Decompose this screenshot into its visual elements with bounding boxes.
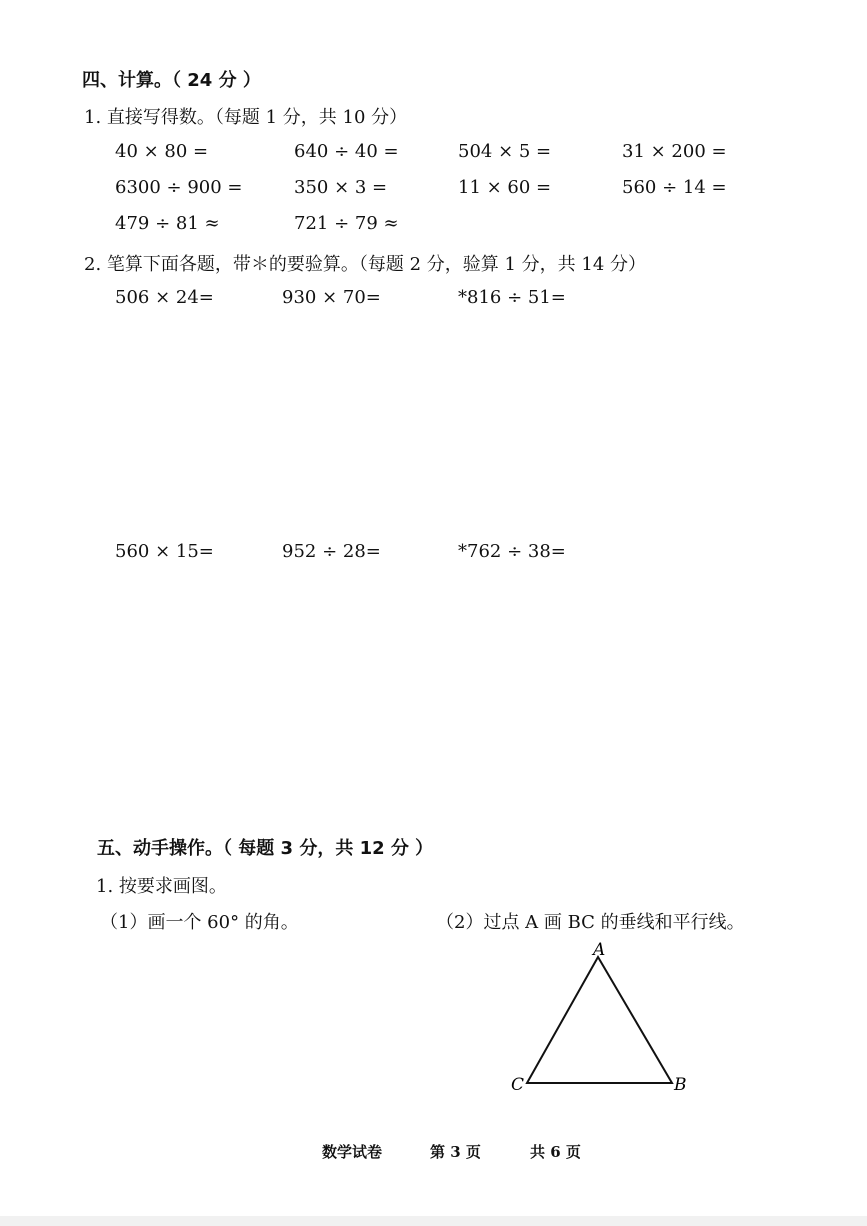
vertex-label-c: C (511, 1075, 525, 1095)
triangle-figure (500, 935, 700, 1100)
written-expression: 930 × 70= (282, 287, 381, 308)
oral-expression: 11 × 60 = (458, 177, 552, 198)
question-prompt: 1. 按要求画图。 (96, 876, 227, 897)
vertex-label-a: A (593, 940, 606, 960)
footer-subject: 数学试卷 (322, 1143, 383, 1161)
written-expression: 560 × 15= (115, 541, 214, 562)
oral-expression: 721 ÷ 79 ≈ (294, 213, 399, 234)
written-expression: *762 ÷ 38= (458, 541, 566, 562)
footer-total-pages: 共 6 页 (530, 1143, 581, 1161)
section-title: 五、动手操作。（ 每题 3 分，共 12 分 ） (97, 838, 434, 859)
oral-expression: 31 × 200 = (622, 141, 727, 162)
written-expression: 506 × 24= (115, 287, 214, 308)
oral-expression: 640 ÷ 40 = (294, 141, 399, 162)
oral-expression: 504 × 5 = (458, 141, 552, 162)
oral-expression: 479 ÷ 81 ≈ (115, 213, 220, 234)
sub-question: （1）画一个 60° 的角。 (100, 912, 299, 933)
question-prompt: 2. 笔算下面各题，带＊的要验算。（每题 2 分，验算 1 分，共 14 分） (84, 254, 647, 275)
written-expression: 952 ÷ 28= (282, 541, 381, 562)
written-expression: *816 ÷ 51= (458, 287, 566, 308)
footer-page-number: 第 3 页 (430, 1143, 481, 1161)
section-title: 四、计算。（ 24 分 ） (82, 70, 261, 91)
triangle-abc (527, 957, 672, 1083)
oral-expression: 560 ÷ 14 = (622, 177, 727, 198)
oral-expression: 6300 ÷ 900 = (115, 177, 243, 198)
oral-expression: 350 × 3 = (294, 177, 388, 198)
question-prompt: 1. 直接写得数。（每题 1 分，共 10 分） (84, 107, 408, 128)
vertex-label-b: B (674, 1075, 687, 1095)
sub-question: （2）过点 A 画 BC 的垂线和平行线。 (436, 912, 745, 933)
page-bottom-edge (0, 1216, 867, 1226)
oral-expression: 40 × 80 = (115, 141, 209, 162)
